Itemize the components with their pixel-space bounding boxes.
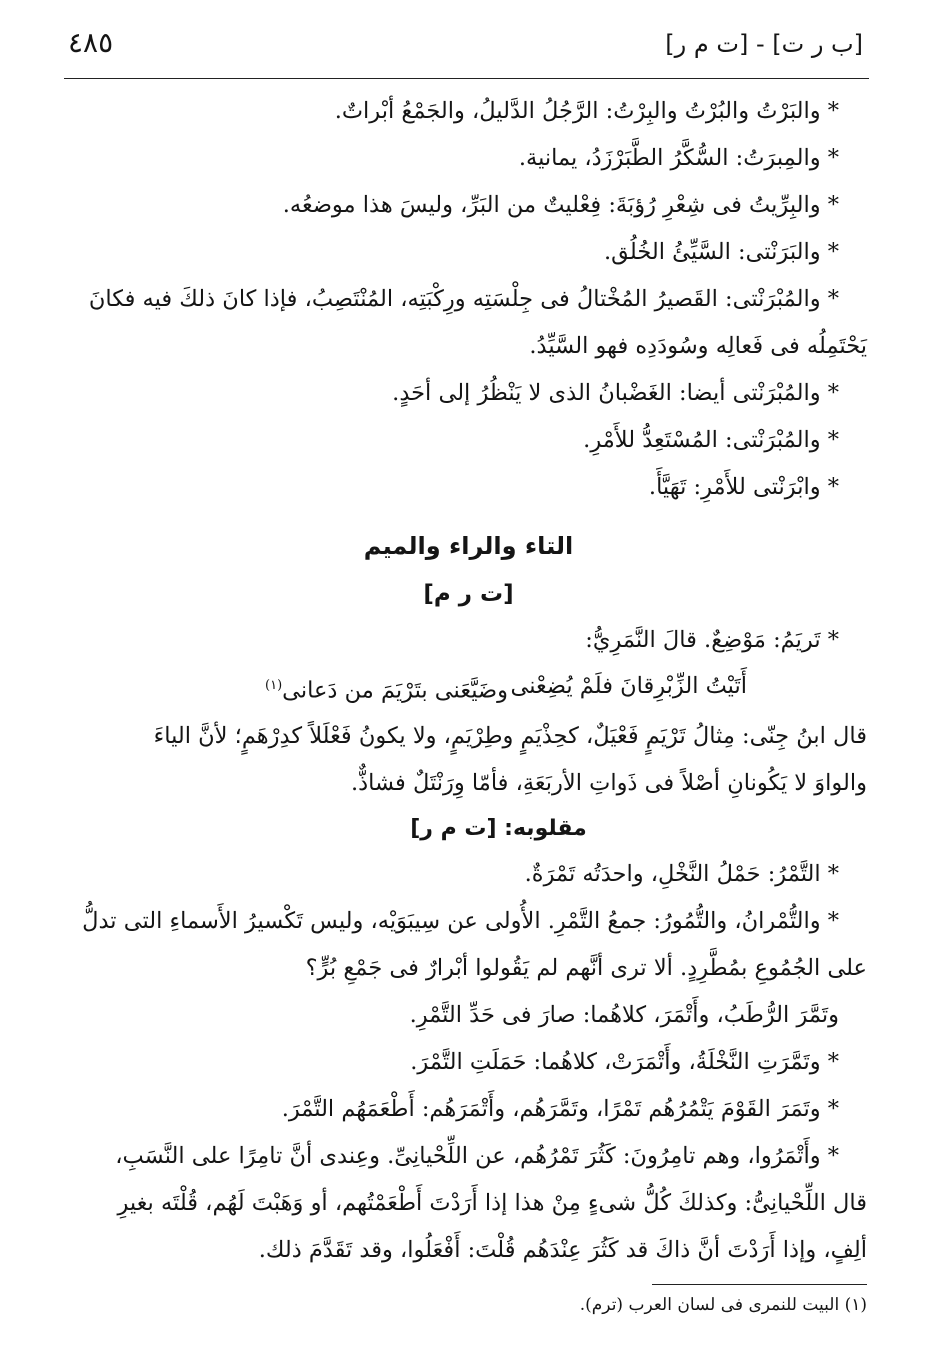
entry-mubranti-angry: * والمُبْرَنْتى أيضا: الغَضْبانُ الذى لا يَنْظُرُ إلى أحَدٍ. (392, 380, 839, 406)
root-heading: [ت ر م] (423, 581, 514, 607)
running-head: [ب ر ت] - [ت م ر] (665, 30, 863, 58)
footnote-divider (652, 1284, 867, 1285)
entry-tamara-qawm: * وتَمَرَ القَوْمَ يَتْمُرُهُم تَمْرًا، وتَمَّرَهُم، وأَتْمَرَهُم: أَطْعَمَهُم التَّمْرَ. (281, 1095, 839, 1122)
entry-atmaru-line1: * وأَتْمَرُوا، وهم تامِرُونَ: كَثُرَ تَمْرُهُم، عن اللِّحْيانِىِّ. وعِندى أنَّ تامِرًا على النَّسَبِ، (115, 1142, 839, 1169)
footnote-marker: (١) (265, 678, 283, 693)
entry-tamr: * التَّمْرُ: حَمْلُ النَّخْلِ، واحدَتُه تَمْرَةٌ. (524, 860, 839, 887)
footnote: (١) البيت للنمرى فى لسان العرب (ترم). (579, 1295, 867, 1315)
section-heading: التاء والراء والميم (363, 532, 574, 560)
ibn-jinni-line1: قال ابنُ جِنّى: مِثالُ تَرْيَمٍ فَعْيَلٌ، كحِذْيَمٍ وطِرْيَمٍ، ولا يكونُ فَعْلَلاً كدِرْهَمٍ؛ لأنَّ الياءَ (153, 722, 867, 749)
entry-mibrat: * والمِبرَتُ: السُّكَّرُ الطَّبَرْزَدُ، يمانية. (518, 145, 839, 171)
verse-hemistich-2-wrap (265, 664, 508, 713)
page-header (64, 26, 869, 79)
main-text (70, 88, 867, 1274)
entry-baranta: * والبَرَنْتى: السَّيِّئُ الخُلُق. (604, 239, 839, 265)
entry-bart: * والبَرْتُ والبُرْتُ والبِرْتُ: الرَّجُلُ الدَّليلُ، والجَمْعُ أبْراتٌ. (334, 98, 839, 124)
entry-mubranti-ready: * والمُبْرَنْتى: المُسْتَعِدُّ للأَمْرِ. (583, 427, 839, 453)
entry-atmaru-line3: ألِفٍ، وإذا أَرَدْتَ أنَّ ذاكَ قد كَثُرَ عِنْدَهُم قُلْتَ: أَفْعَلُوا، وقد تَقَدَّمَ ذلك. (258, 1236, 867, 1263)
entry-mubranti-line2: يَحْتَمِلُه فى فَعالِه وسُودَدِه فهو السَّيِّدُ. (529, 333, 867, 359)
entry-tumran-line2: على الجُمُوعِ بمُطَّرِدٍ. ألا ترى أنَّهم لم يَقُولوا أبْرارٌ فى جَمْعِ بُرٍّ؟ (305, 954, 867, 981)
entry-tammarat-nakhla: * وتَمَّرَتِ النَّخْلَةُ، وأَتْمَرَتْ، كلاهُما: حَمَلَتِ التَّمْرَ. (410, 1048, 839, 1075)
entry-tarim: * تَريَمُ: مَوْضِعٌ. قالَ النَّمَرِيُّ: (585, 627, 839, 653)
entry-atmaru-line2: قال اللِّحْيانِىُّ: وكذلكَ كُلُّ شىءٍ مِنْ هذا إذا أَرَدْتَ أَطْعَمْتُهم، أو وَهَبْتَ لَهُم، قُلْتَه بغيرِ (117, 1189, 867, 1216)
entry-tumran-line1: * والتُّمْرانُ، والتُّمُورُ: جمعُ التَّمْرِ. الأُولى عن سِيبَوَيْه، وليس تَكْسيرُ الأَسماءِ التى تدلُّ (82, 907, 839, 934)
verse-hemistich-2: وضَيَّعَنى بتَرْيَمَ من دَعانى (282, 677, 508, 704)
entry-ibranta: * وابْرَنْتى للأَمْرِ: تَهَيَّأَ. (648, 474, 839, 500)
entry-mubranti-line1: * والمُبْرَنْتى: القَصيرُ المُخْتالُ فى جِلْسَتِه ورِكْبَتِه، المُنْتَصِبُ، فإذا كانَ ذلكَ فيه فكانَ (88, 286, 839, 312)
verse-hemistich-1: أَتَيْتُ الزِّبْرِقانَ فلَمْ يُضِعْنى (510, 673, 747, 699)
page-number: ٤٨٥ (68, 26, 114, 59)
verse-line (70, 664, 867, 713)
ibn-jinni-line2: والواوَ لا يَكُونانِ أصْلاً فى ذَواتِ الأربَعَةِ، فأمّا وِرَنْتَلٌ فشاذٌّ. (350, 769, 867, 796)
entry-tammara-rutab: وتَمَّرَ الرُّطَبُ، وأَتْمَرَ، كلاهُما: صارَ فى حَدِّ التَّمْرِ. (409, 1001, 839, 1028)
entry-birrit: * والبِرِّيتُ فى شِعْرِ رُؤبَةَ: فِعْليتٌ من البَرِّ، وليسَ هذا موضعُه. (282, 192, 839, 218)
inverse-heading: مقلوبه: [ت م ر] (410, 815, 587, 841)
